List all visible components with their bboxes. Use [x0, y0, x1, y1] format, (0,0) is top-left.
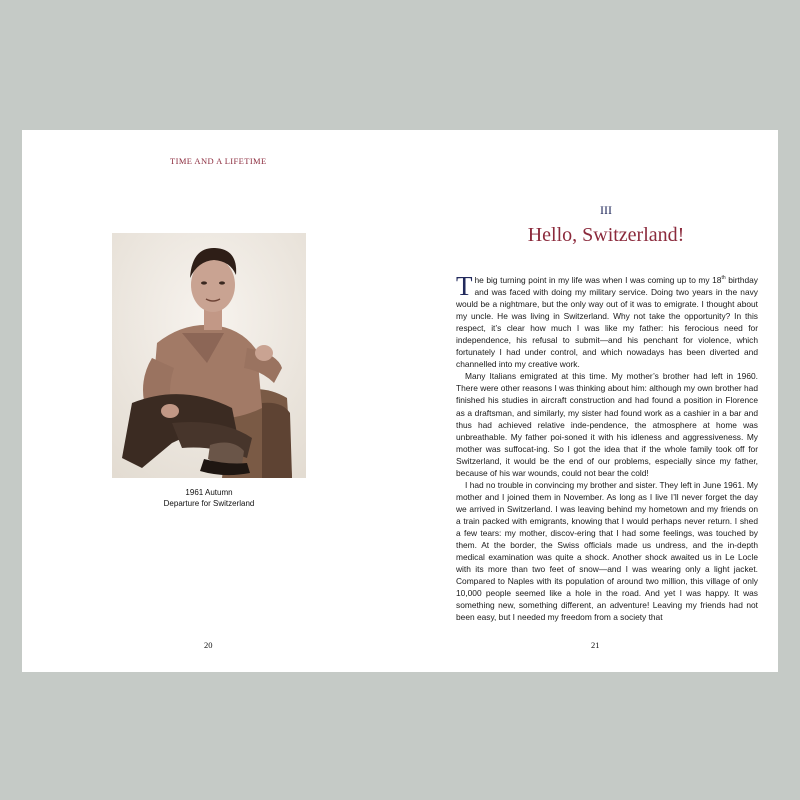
chapter-number: III	[600, 203, 612, 217]
running-head: TIME AND A LIFETIME	[170, 156, 267, 166]
caption-date: 1961 Autumn	[185, 488, 233, 497]
paragraph-3: I had no trouble in convincing my brother and sister. They left in June 1961. My mother and I joined them in November. As long as I live I’ll never forget the day we arrived in Switzerland. I was leaving behind my hometown and my friends on a train packed with emigrants, knowing that I would perhaps never return. I shed a few tears: my mother, discov-ering that I had some feelings, was touched by them. At the border, the Swiss officials made us undress, and the in-depth medical examination was quite a shock. Another shock awaited us in Le Locle with its more than two feet of snow—and I was wearing only a light jacket. Compared to Naples with its population of around two million, this village of only 10,000 people seemed like a hole in the road. And yet I was happy. It was something new, something different, an adventure! Leaving my friends had not been easy, but I needed my freedom from a society that	[456, 479, 758, 623]
paragraph-1-part-b: birthday and was faced with doing my military service. Doing two years in the navy would be a nightmare, but the only way out of it was to emigrate. I thought about my uncle. He was living in Switzerland. Why not take the opportunity? In this respect, it’s clear how much I was like my father: his ferocious need for independence, his refusal to submit—and his penchant for violence, which fortunately I had under control, and which nowadays has been diverted and channelled into my creative work.	[456, 275, 758, 370]
page-number-left: 20	[204, 640, 213, 650]
chapter-title: Hello, Switzerland!	[527, 224, 685, 246]
portrait-illustration	[112, 233, 306, 478]
photo-caption	[112, 488, 306, 509]
paragraph-1-part-a: he big turning point in my life was when I was coming up to my 18	[474, 275, 722, 285]
caption-text: Departure for Switzerland	[163, 498, 255, 508]
drop-cap: T	[456, 271, 473, 301]
book-spread	[22, 130, 778, 672]
page-number-right: 21	[591, 640, 600, 650]
ordinal-suffix: th	[721, 275, 726, 282]
paragraph-1	[456, 271, 758, 370]
chapter-body	[456, 271, 758, 623]
paragraph-2: Many Italians emigrated at this time. My mother’s brother had left in 1960. There were other reasons I was thinking about him: although my own brother had finished his studies in aircraft construction and had found a position in Florence as a draftsman, and similarly, my sister had found work as a cashier in a bar and thus had achieved relative inde-pendence, the atmosphere at home was unbreathable. My father poi-soned it with his idleness and aggressiveness. My mother was suffocat-ing. So I got the idea that if the whole family took off for Switzerland, it would be the end of our problems, especially since my father, because of his war wounds, could not bear the cold!	[456, 371, 758, 478]
portrait-photo	[112, 233, 306, 478]
